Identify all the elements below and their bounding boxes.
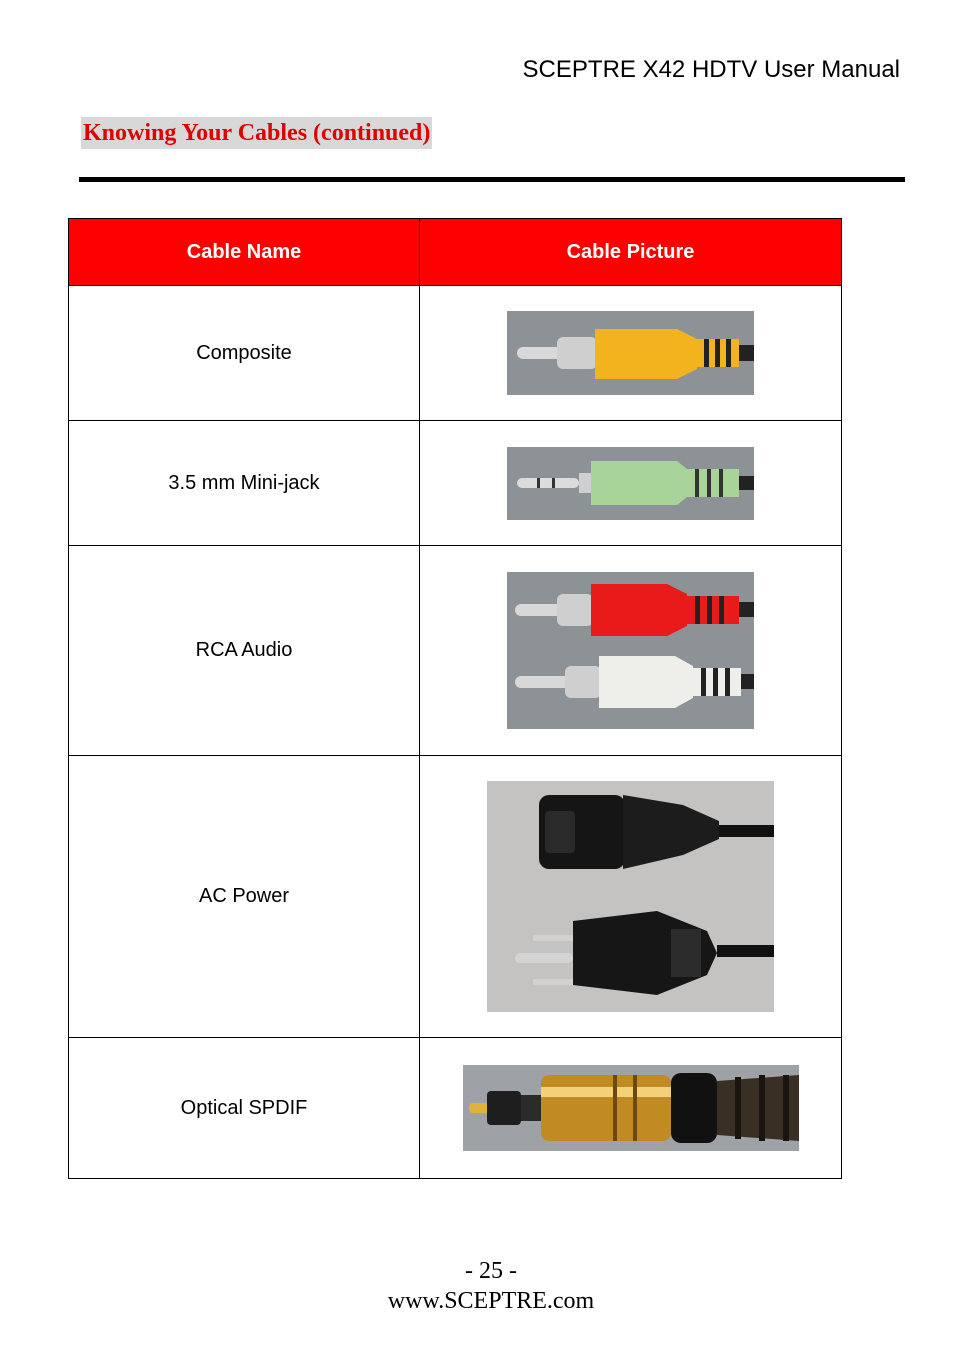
- cable-name-ac-power: AC Power: [69, 756, 420, 1038]
- cable-picture-composite: [420, 286, 842, 421]
- composite-cable-image: [507, 311, 754, 395]
- cable-name-rca-audio: RCA Audio: [69, 546, 420, 756]
- table-row: [69, 421, 842, 546]
- table-header-row: [69, 219, 842, 286]
- ac-power-cable-image: [487, 781, 774, 1012]
- page-number: - 25 -: [465, 1258, 517, 1284]
- cable-picture-optical-spdif: [420, 1038, 842, 1179]
- rca-audio-cable-image: [507, 572, 754, 729]
- column-header-name: Cable Name: [69, 219, 420, 286]
- cables-table: [68, 218, 842, 1179]
- table-row: [69, 1038, 842, 1179]
- section-title: Knowing Your Cables (continued): [81, 117, 432, 149]
- cable-name-composite: Composite: [69, 286, 420, 421]
- manual-title: SCEPTRE X42 HDTV User Manual: [522, 56, 900, 83]
- header-divider: [79, 177, 905, 182]
- mini-jack-cable-image: [507, 447, 754, 520]
- cable-picture-ac-power: [420, 756, 842, 1038]
- column-header-picture: Cable Picture: [420, 219, 842, 286]
- table-row: [69, 286, 842, 421]
- website-url: www.SCEPTRE.com: [387, 1288, 595, 1314]
- cable-name-mini-jack: 3.5 mm Mini-jack: [69, 421, 420, 546]
- cable-name-optical-spdif: Optical SPDIF: [69, 1038, 420, 1179]
- cable-picture-rca-audio: [420, 546, 842, 756]
- cable-picture-mini-jack: [420, 421, 842, 546]
- table-row: [69, 546, 842, 756]
- optical-spdif-cable-image: [463, 1065, 799, 1151]
- table-row: [69, 756, 842, 1038]
